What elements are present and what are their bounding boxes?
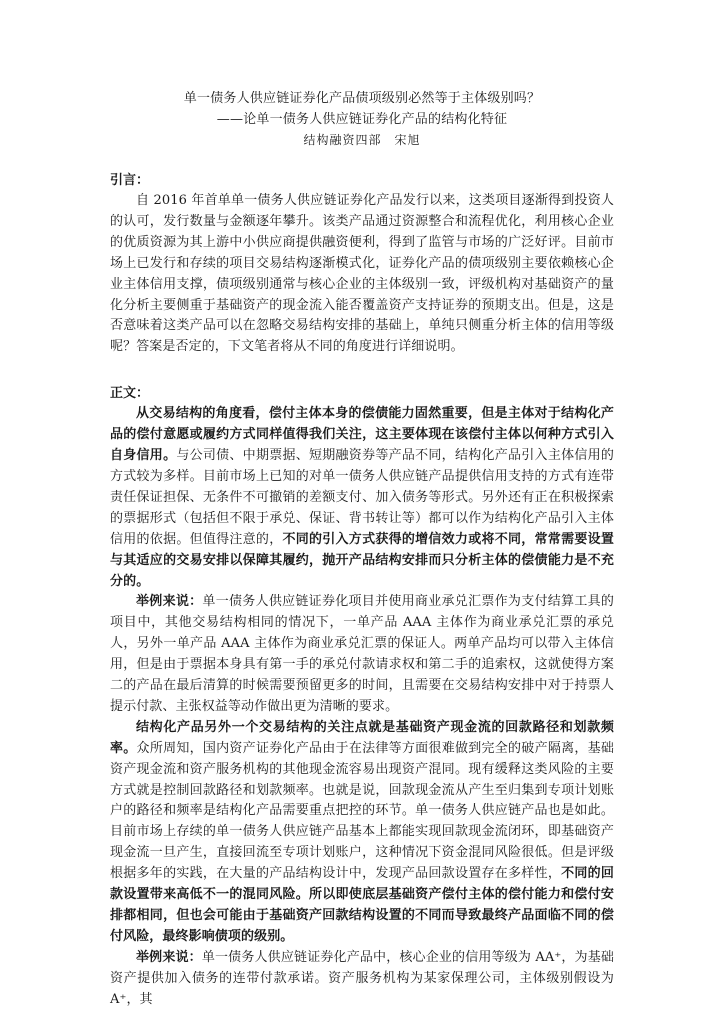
main-heading: 正文： (110, 386, 150, 402)
intro-paragraph: 自 2016 年首单单一债务人供应链证券化产品发行以来，这类项目逐渐得到投资人的认可，发行数量与金额逐年攀升。该类产品通过资源整合和流程优化，利用核心企业的优质资源为其上游中小供应商提供融资便利，得到了监管与市场的广泛好评。目前市场上已发行和存续的项目交易结构逐渐模式化，证券化产品的债项级别主要依赖核心企业主体信用支撑，债项级别通常与核心企业的主体级别一致，评级机构对基础资产的量化分析主要侧重于基础资产的现金流入能否覆盖资产支持证券的预期支出。但是，这是否意味着这类产品可以在忽略交易结构安排的基础上，单纯只侧重分析主体的信用等级呢？答案是否定的，下文笔者将从不同的角度进行详细说明。 (110, 193, 614, 355)
example-lead-2: 举例来说： (136, 949, 202, 965)
document-subtitle: ——论单一债务人供应链证券化产品的结构化特征 (216, 112, 508, 127)
main-paragraph-3 (110, 718, 614, 948)
document-title: 单一债务人供应链证券化产品债项级别必然等于主体级别吗？ (183, 91, 541, 106)
intro-heading: 引言： (110, 173, 150, 188)
author-line: 结构融资四部 宋旭 (303, 133, 421, 147)
main-paragraph-3-bold: 结构化产品另外一个交易结构的关注点就是基础资产现金流的回款路径和划款频率。 (110, 719, 614, 756)
main-paragraph-4-text: 单一债务人供应链证券化产品中，核心企业的信用等级为 AA⁺，为基础资产提供加入债务的连带付款承诺。资产服务机构为某家保理公司，主体级别假设为 A⁺，其 (110, 949, 614, 1007)
main-paragraph-4 (110, 948, 614, 1011)
main-paragraph-3-bold-2: 不同的回款设置带来高低不一的混同风险。所以即使底层基础资产偿付主体的偿付能力和偿付安排都相同，但也会可能由于基础资产回款结构设置的不同而导致最终产品面临不同的偿付风险，最终影响债项的级别。 (110, 866, 614, 944)
main-paragraph-1-text: 与公司债、中期票据、短期融资券等产品不同，结构化产品引入主体信用的方式较为多样。目前市场上已知的对单一债务人供应链产品提供信用支持的方式有连带责任保证担保、无条件不可撤销的差额支付、加入债务等形式。另外还有正在积极探索的票据形式（包括但不限于承兑、保证、背书转让等）都可以作为结构化产品引入主体信用的依据。但值得注意的， (110, 448, 614, 547)
main-paragraph-3-text: 众所周知，国内资产证券化产品由于在法律等方面很难做到完全的破产隔离，基础资产现金流和资产服务机构的其他现金流容易出现资产混同。现有缓释这类风险的主要方式就是控制回款路径和划款频率。也就是说，回款现金流从产生至归集到专项计划账户的路径和频率是结构化产品需要重点把控的环节。单一债务人供应链产品也是如此。目前市场上存续的单一债务人供应链产品基本上都能实现回款现金流闭环，即基础资产现金流一旦产生，直接回流至专项计划账户，这种情况下资金混同风险很低。但是评级根据多年的实践，在大量的产品结构设计中，发现产品回款设置存在多样性， (110, 740, 615, 882)
main-paragraph-1-bold-2: 不同的引入方式获得的增信效力或将不同，常常需要设置与其适应的交易安排以保障其履约，抛开产品结构安排而只分析主体的偿债能力是不充分的。 (110, 531, 614, 589)
main-paragraph-1-bold: 从交易结构的角度看，偿付主体本身的偿债能力固然重要，但是主体对于结构化产品的偿付意愿或履约方式同样值得我们关注，这主要体现在该偿付主体以何种方式引入自身信用。 (110, 406, 614, 464)
main-paragraph-1 (110, 404, 614, 592)
example-lead-1: 举例来说： (136, 594, 203, 610)
main-paragraph-2-text: 单一债务人供应链证券化项目并使用商业承兑汇票作为支付结算工具的项目中，其他交易结构相同的情况下，一单产品 AAA 主体作为商业承兑汇票的承兑人，另外一单产品 AAA 主体作为商业承兑汇票的保证人。两单产品均可以带入主体信用，但是由于票据本身具有第一手的承兑付款请求权和第二手的追索权，这就使得方案二的产品在最后清算的时候需要预留更多的时间，且需要在交易结构安排中对于持票人提示付款、主张权益等动作做出更为清晰的要求。 (110, 594, 614, 714)
main-paragraph-2 (110, 592, 614, 717)
